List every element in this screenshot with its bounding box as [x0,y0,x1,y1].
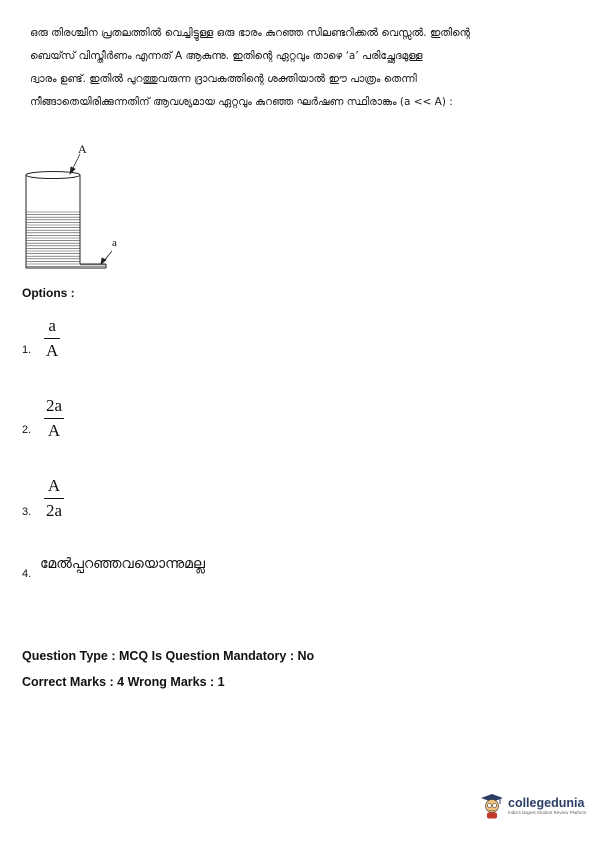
arrow-small [101,251,112,264]
collegedunia-logo [480,793,586,819]
liquid-fill [26,212,106,267]
option-number: 2. [22,424,32,436]
option-fraction [44,396,64,441]
question-text [30,22,570,114]
option-number: 3. [22,506,32,518]
question-type-line: Question Type : MCQ Is Question Mandatory : No [22,649,315,663]
numerator: 2a [46,396,63,415]
question-line: ദ്വാരം ഉണ്ട്. ഇതിൽ പുറത്തുവരുന്ന ദ്രാവകത്തിന്റെ ശക്തിയാൽ ഈ പാത്രം തെന്നി [30,73,417,85]
graduate-mascot-icon [480,793,504,819]
label-A: A [78,142,87,156]
denominator: A [46,341,59,360]
fraction-bar [44,418,64,419]
option-fraction [44,476,64,521]
denominator: A [47,421,61,440]
vessel-diagram [20,140,130,275]
options-heading: Options : [22,286,75,300]
logo-name: collegedunia [508,796,585,810]
denominator: 2a [46,501,63,520]
label-a: a [112,237,117,249]
question-line: നീങ്ങാതെയിരിക്കുന്നതിന് ആവശ്യമായ ഏറ്റവും കുറഞ്ഞ ഘർഷണ സ്ഥിരാങ്കം (a << A) : [30,96,453,108]
fraction-bar [44,498,64,499]
option-fraction [44,316,60,361]
arrow-big [70,154,80,174]
logo-tagline: India's largest Student Review Platform [508,810,587,815]
question-line: ഒരു തിരശ്ചീന പ്രതലത്തിൽ വെച്ചിട്ടുള്ള ഒരു ഭാരം കുറഞ്ഞ സിലണ്ടറിക്കൽ വെസ്സൽ. ഇതിന്റെ [30,27,471,39]
numerator: a [48,316,56,335]
numerator: A [47,476,61,495]
question-line: ബെയ്സ് വിസ്തീർണം എന്നത് A ആകുന്നു. ഇതിന്റെ ഏറ്റവും താഴെ ‘a’ പരിച്ഛേദമുള്ള [30,50,423,62]
option-text: മേൽപ്പറഞ്ഞവയൊന്നുമല്ല [40,556,205,572]
option-number: 4. [22,568,32,580]
option-number: 1. [22,344,32,356]
marks-line: Correct Marks : 4 Wrong Marks : 1 [22,675,225,689]
fraction-bar [44,338,60,339]
